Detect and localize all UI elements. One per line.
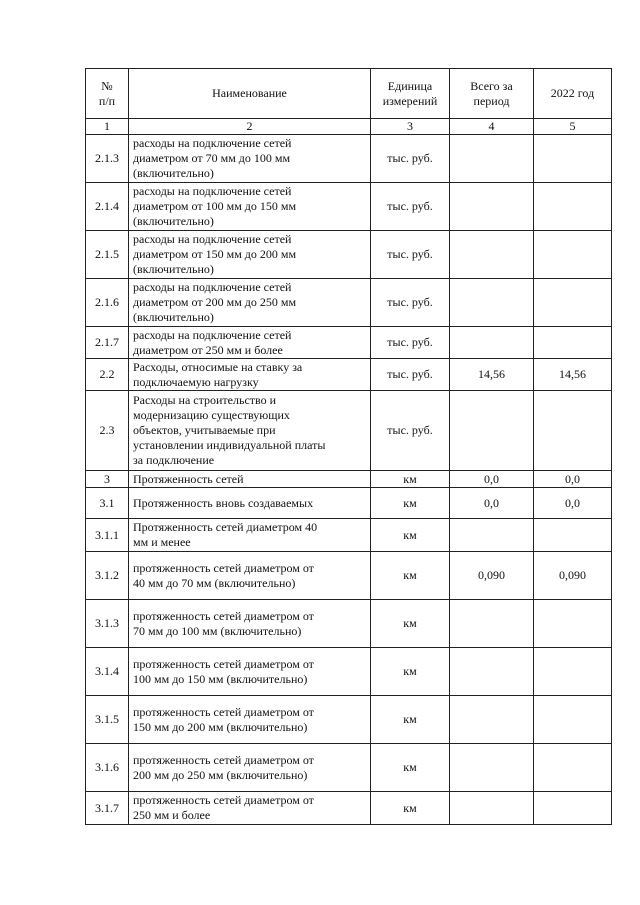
- table-row: [86, 359, 612, 391]
- row-total: 14,56: [450, 359, 534, 391]
- row-total: [450, 696, 534, 744]
- row-name: протяженность сетей диаметром от 100 мм до 150 мм (включительно): [129, 648, 371, 696]
- row-unit: км: [371, 552, 450, 600]
- col-number: 5: [534, 119, 612, 135]
- row-year-2022: 0,090: [534, 552, 612, 600]
- row-number: 3.1: [86, 488, 129, 519]
- row-number: 2.1.5: [86, 231, 129, 279]
- table-row: [86, 279, 612, 327]
- row-total: [450, 792, 534, 825]
- row-total: 0,0: [450, 471, 534, 488]
- row-unit: км: [371, 600, 450, 648]
- column-numbers-row: [86, 119, 612, 135]
- row-unit: тыс. руб.: [371, 327, 450, 359]
- table-row: [86, 391, 612, 471]
- table-row: [86, 744, 612, 792]
- row-unit: км: [371, 488, 450, 519]
- row-number: 3: [86, 471, 129, 488]
- row-year-2022: [534, 135, 612, 183]
- table-row: [86, 135, 612, 183]
- row-name: расходы на подключение сетей диаметром от 150 мм до 200 мм (включительно): [129, 231, 371, 279]
- row-number: 3.1.6: [86, 744, 129, 792]
- row-unit: км: [371, 744, 450, 792]
- row-number: 3.1.7: [86, 792, 129, 825]
- header-unit: Единица измерений: [371, 69, 450, 119]
- row-total: [450, 648, 534, 696]
- row-total: [450, 231, 534, 279]
- table-row: [86, 792, 612, 825]
- row-year-2022: [534, 648, 612, 696]
- table-row: [86, 519, 612, 552]
- table-row: [86, 471, 612, 488]
- row-name: Протяженность сетей диаметром 40 мм и менее: [129, 519, 371, 552]
- col-number: 3: [371, 119, 450, 135]
- row-unit: тыс. руб.: [371, 359, 450, 391]
- row-number: 3.1.2: [86, 552, 129, 600]
- row-year-2022: [534, 183, 612, 231]
- row-year-2022: [534, 391, 612, 471]
- row-number: 2.1.4: [86, 183, 129, 231]
- row-name: Протяженность вновь создаваемых: [129, 488, 371, 519]
- row-name: расходы на подключение сетей диаметром от 100 мм до 150 мм (включительно): [129, 183, 371, 231]
- row-year-2022: [534, 519, 612, 552]
- row-unit: км: [371, 519, 450, 552]
- row-name: протяженность сетей диаметром от 70 мм до 100 мм (включительно): [129, 600, 371, 648]
- row-number: 3.1.4: [86, 648, 129, 696]
- row-year-2022: [534, 696, 612, 744]
- row-total: [450, 391, 534, 471]
- table-row: [86, 696, 612, 744]
- row-name: Расходы, относимые на ставку за подключаемую нагрузку: [129, 359, 371, 391]
- row-year-2022: 0,0: [534, 488, 612, 519]
- row-total: [450, 519, 534, 552]
- col-number: 4: [450, 119, 534, 135]
- row-number: 3.1.3: [86, 600, 129, 648]
- table-row: [86, 231, 612, 279]
- row-year-2022: [534, 327, 612, 359]
- row-total: [450, 600, 534, 648]
- row-unit: тыс. руб.: [371, 231, 450, 279]
- table-row: [86, 488, 612, 519]
- table-row: [86, 648, 612, 696]
- row-number: 2.1.6: [86, 279, 129, 327]
- table-row: [86, 327, 612, 359]
- row-unit: км: [371, 471, 450, 488]
- table-row: [86, 183, 612, 231]
- row-unit: тыс. руб.: [371, 135, 450, 183]
- col-number: 2: [129, 119, 371, 135]
- row-total: [450, 279, 534, 327]
- row-name: расходы на подключение сетей диаметром от 250 мм и более: [129, 327, 371, 359]
- row-total: [450, 135, 534, 183]
- row-number: 2.3: [86, 391, 129, 471]
- header-name: Наименование: [129, 69, 371, 119]
- row-unit: тыс. руб.: [371, 183, 450, 231]
- row-year-2022: [534, 279, 612, 327]
- row-year-2022: 14,56: [534, 359, 612, 391]
- row-number: 3.1.1: [86, 519, 129, 552]
- row-name: протяженность сетей диаметром от 200 мм до 250 мм (включительно): [129, 744, 371, 792]
- row-name: расходы на подключение сетей диаметром от 70 мм до 100 мм (включительно): [129, 135, 371, 183]
- row-unit: км: [371, 792, 450, 825]
- row-number: 2.2: [86, 359, 129, 391]
- header-total: Всего за период: [450, 69, 534, 119]
- row-unit: км: [371, 648, 450, 696]
- header-year: 2022 год: [534, 69, 612, 119]
- row-unit: тыс. руб.: [371, 391, 450, 471]
- row-name: протяженность сетей диаметром от 250 мм и более: [129, 792, 371, 825]
- row-unit: км: [371, 696, 450, 744]
- row-name: протяженность сетей диаметром от 150 мм до 200 мм (включительно): [129, 696, 371, 744]
- tariff-table: [85, 68, 612, 825]
- header-num: № п/п: [86, 69, 129, 119]
- table-row: [86, 600, 612, 648]
- row-number: 2.1.7: [86, 327, 129, 359]
- row-total: [450, 744, 534, 792]
- row-name: Протяженность сетей: [129, 471, 371, 488]
- row-name: расходы на подключение сетей диаметром от 200 мм до 250 мм (включительно): [129, 279, 371, 327]
- row-year-2022: [534, 744, 612, 792]
- row-year-2022: [534, 600, 612, 648]
- col-number: 1: [86, 119, 129, 135]
- row-total: [450, 183, 534, 231]
- row-number: 2.1.3: [86, 135, 129, 183]
- header-row: [86, 69, 612, 119]
- row-total: 0,0: [450, 488, 534, 519]
- row-total: 0,090: [450, 552, 534, 600]
- row-year-2022: [534, 231, 612, 279]
- row-unit: тыс. руб.: [371, 279, 450, 327]
- row-name: протяженность сетей диаметром от 40 мм до 70 мм (включительно): [129, 552, 371, 600]
- row-year-2022: 0,0: [534, 471, 612, 488]
- row-year-2022: [534, 792, 612, 825]
- table-row: [86, 552, 612, 600]
- row-name: Расходы на строительство и модернизацию существующих объектов, учитываемые при установлении индивидуальной платы за подключение: [129, 391, 371, 471]
- row-number: 3.1.5: [86, 696, 129, 744]
- row-total: [450, 327, 534, 359]
